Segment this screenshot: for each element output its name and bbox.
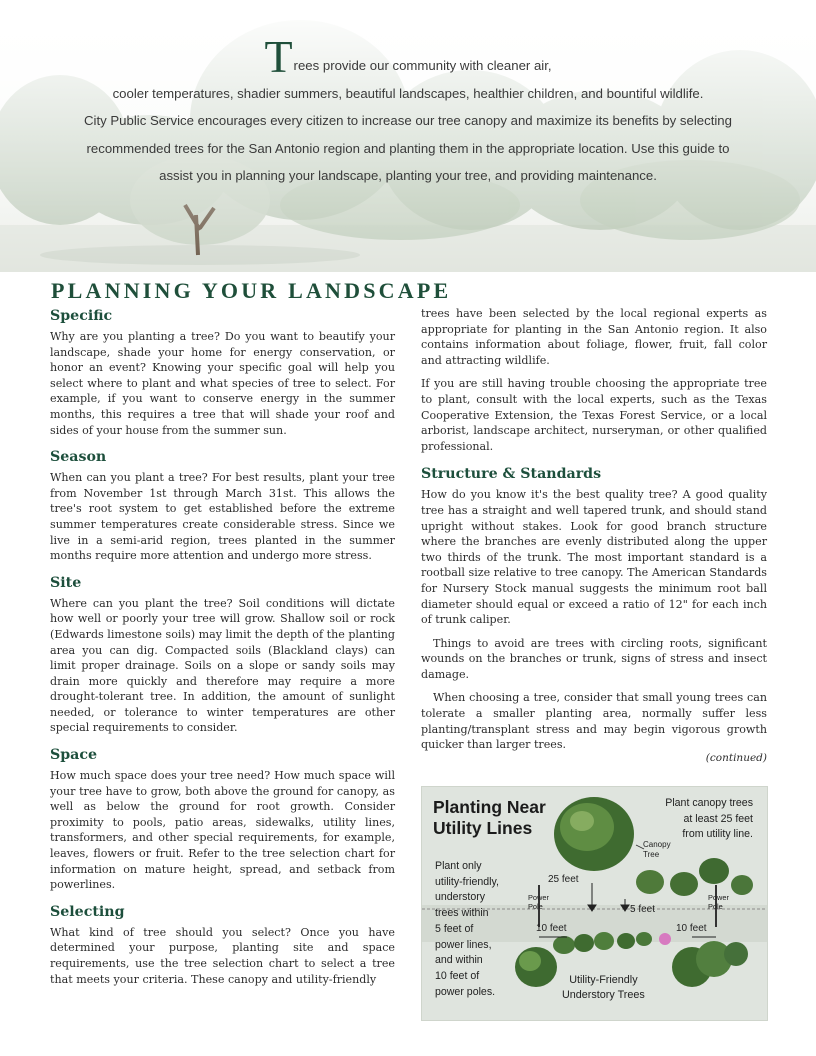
understory-note-line: and within: [435, 954, 483, 967]
understory-note-line: understory: [435, 891, 486, 904]
power-pole-label-line: Power: [528, 893, 549, 902]
understory-note-line: 5 feet of: [435, 922, 474, 935]
section-title: PLANNING YOUR LANDSCAPE: [51, 278, 452, 303]
body-specific: Why are you planting a tree? Do you want to beautify your landscape, shade your home for energy conservation, or honor an event? Knowing your specific goal will help you select where to plant and what species of tree to select. For example, if you want to conserve energy in the summer months, this requires a tree that will shade your roof and sides of your house from the summer sun.: [50, 330, 395, 437]
understory-note-line: power lines,: [435, 938, 492, 951]
canopy-note-line: at least 25 feet: [683, 812, 753, 825]
body-avoid: Things to avoid are trees with circling roots, significant wounds on the branches or trunk, signs of stress and insect damage.: [421, 636, 767, 681]
distance-25-feet: 25 feet: [548, 874, 579, 885]
distance-10-feet-left: 10 feet: [536, 923, 567, 934]
understory-note-line: Plant only: [435, 860, 482, 872]
hero-intro-text: [0, 31, 816, 190]
distance-5-feet: 5 feet: [630, 904, 656, 915]
understory-note-line: utility-friendly,: [435, 875, 499, 888]
right-column: [421, 306, 767, 766]
power-pole-label-line: Pole: [708, 901, 723, 911]
diagram-title-line-1: Planting Near: [433, 797, 546, 817]
understory-note: [435, 859, 499, 1000]
utility-friendly-label: [562, 973, 645, 1003]
understory-note-line: trees within: [435, 907, 489, 920]
canopy-note-line: from utility line.: [682, 828, 753, 840]
body-season: When can you plant a tree? For best results, plant your tree from November 1st through March 31st. This allows the tree's root system to get established before the extreme summer temperatures create considerable stress. Since we live in a semi-arid region, trees planted in the summer months require more attention and undergo more stress.: [50, 471, 395, 563]
hero-banner: [0, 0, 816, 272]
canopy-note: [665, 796, 753, 843]
dropcap-letter: T: [264, 31, 293, 82]
canopy-tree-label-line: Tree: [643, 849, 660, 859]
understory-note-line: power poles.: [435, 985, 496, 998]
diagram-title: [433, 797, 546, 839]
understory-note-line: 10 feet of: [435, 969, 480, 982]
background-trees-right: [636, 858, 753, 896]
utility-lines-diagram: [421, 786, 768, 1021]
heading-specific: Specific: [50, 308, 113, 324]
continued-note: (continued): [705, 751, 767, 764]
diagram-title-line-2: Utility Lines: [433, 818, 533, 838]
power-pole-label-right: [708, 894, 729, 911]
canopy-tree-label-line: Canopy: [643, 840, 671, 849]
body-space: How much space does your tree need? How much space will your tree have to grow, both above the ground for canopy, as well as below the ground for root growth. Consider proximity to pools, patio areas, sidewalks, utility lines, transformers, and other special requirements, for example, leaves, flowers or fruit. Refer to the tree selection chart for information on mature height, spread, and setback from powerlines.: [50, 769, 395, 892]
heading-site: Site: [50, 574, 82, 591]
power-pole-label-line: Power: [708, 893, 729, 902]
utility-friendly-label-line: Understory Trees: [562, 989, 645, 1001]
body-choosing: When choosing a tree, consider that small young trees can tolerate a smaller planting area, normally suffer less planting/transplant stress and may begin vigorous growth quicker than larger trees.: [421, 691, 767, 752]
body-site: Where can you plant the tree? Soil conditions will dictate how well or poorly your tree will grow. Shallow soil or rock (Edwards limestone soils) may limit the depth of the planting area you can dig. Compacted soils (Blackland clays) can limit proper drainage. Soils on a slope or sandy soils may drain more quickly and therefore may require a more drought-tolerant tree. In addition, the amount of sunlight needed, or tolerance to winter temperatures are other special requirements to consider.: [50, 596, 395, 735]
heading-season: Season: [50, 449, 107, 466]
canopy-tree-graphic: [554, 797, 634, 871]
hero-line-2: cooler temperatures, shadier summers, beautiful landscapes, healthier children, and bountiful wildlife.: [112, 85, 704, 101]
left-column: [50, 306, 395, 987]
hero-line-1: rees provide our community with cleaner air,: [293, 58, 552, 73]
hero-line-5: assist you in planning your landscape, planting your tree, and providing maintenance.: [159, 168, 657, 183]
body-selecting: What kind of tree should you select? Once you have determined your purpose, planting site and space requirements, use the tree selection chart to select a tree that meets your criteria. These canopy and utility-friendly: [50, 925, 395, 986]
utility-friendly-label-line: Utility-Friendly: [569, 974, 638, 986]
canopy-note-line: Plant canopy trees: [665, 797, 753, 809]
body-structure: How do you know it's the best quality tree? A good quality tree has a straight and well tapered trunk, and should stand upright without stakes. Look for good branch structure where the branches are evenly distributed along the upper two thirds of the trunk. The most important standard is a rootball size relative to tree canopy. The American Standards for Nursery Stock manual suggests the minimum root ball diameter should equal or exceed a ratio of 12" for each inch of trunk caliper.: [421, 488, 767, 627]
distance-10-feet-right: 10 feet: [676, 923, 707, 934]
heading-space: Space: [50, 747, 98, 764]
hero-line-4: recommended trees for the San Antonio region and planting them in the appropriate location. Use this guide to: [86, 140, 730, 156]
canopy-tree-label: [643, 840, 671, 859]
power-pole-label-line: Pole: [528, 901, 543, 911]
heading-selecting: Selecting: [50, 903, 125, 920]
hero-line-3: City Public Service encourages every citizen to increase our tree canopy and maximize its benefits by selecting: [84, 113, 732, 128]
power-pole-label-left: [528, 894, 549, 911]
body-still-trouble: If you are still having trouble choosing the appropriate tree to plant, consult with the local experts, such as the Texas Cooperative Extension, the Texas Forest Service, or a local arborist, landscape architect, nurseryman, or other qualified professional.: [421, 377, 767, 453]
heading-structure: Structure & Standards: [421, 466, 602, 483]
body-selecting-continued: trees have been selected by the local regional experts as appropriate for planting in the San Antonio region. It also contains information about foliage, flower, fruit, fall color and attracting wildlife.: [421, 307, 767, 367]
